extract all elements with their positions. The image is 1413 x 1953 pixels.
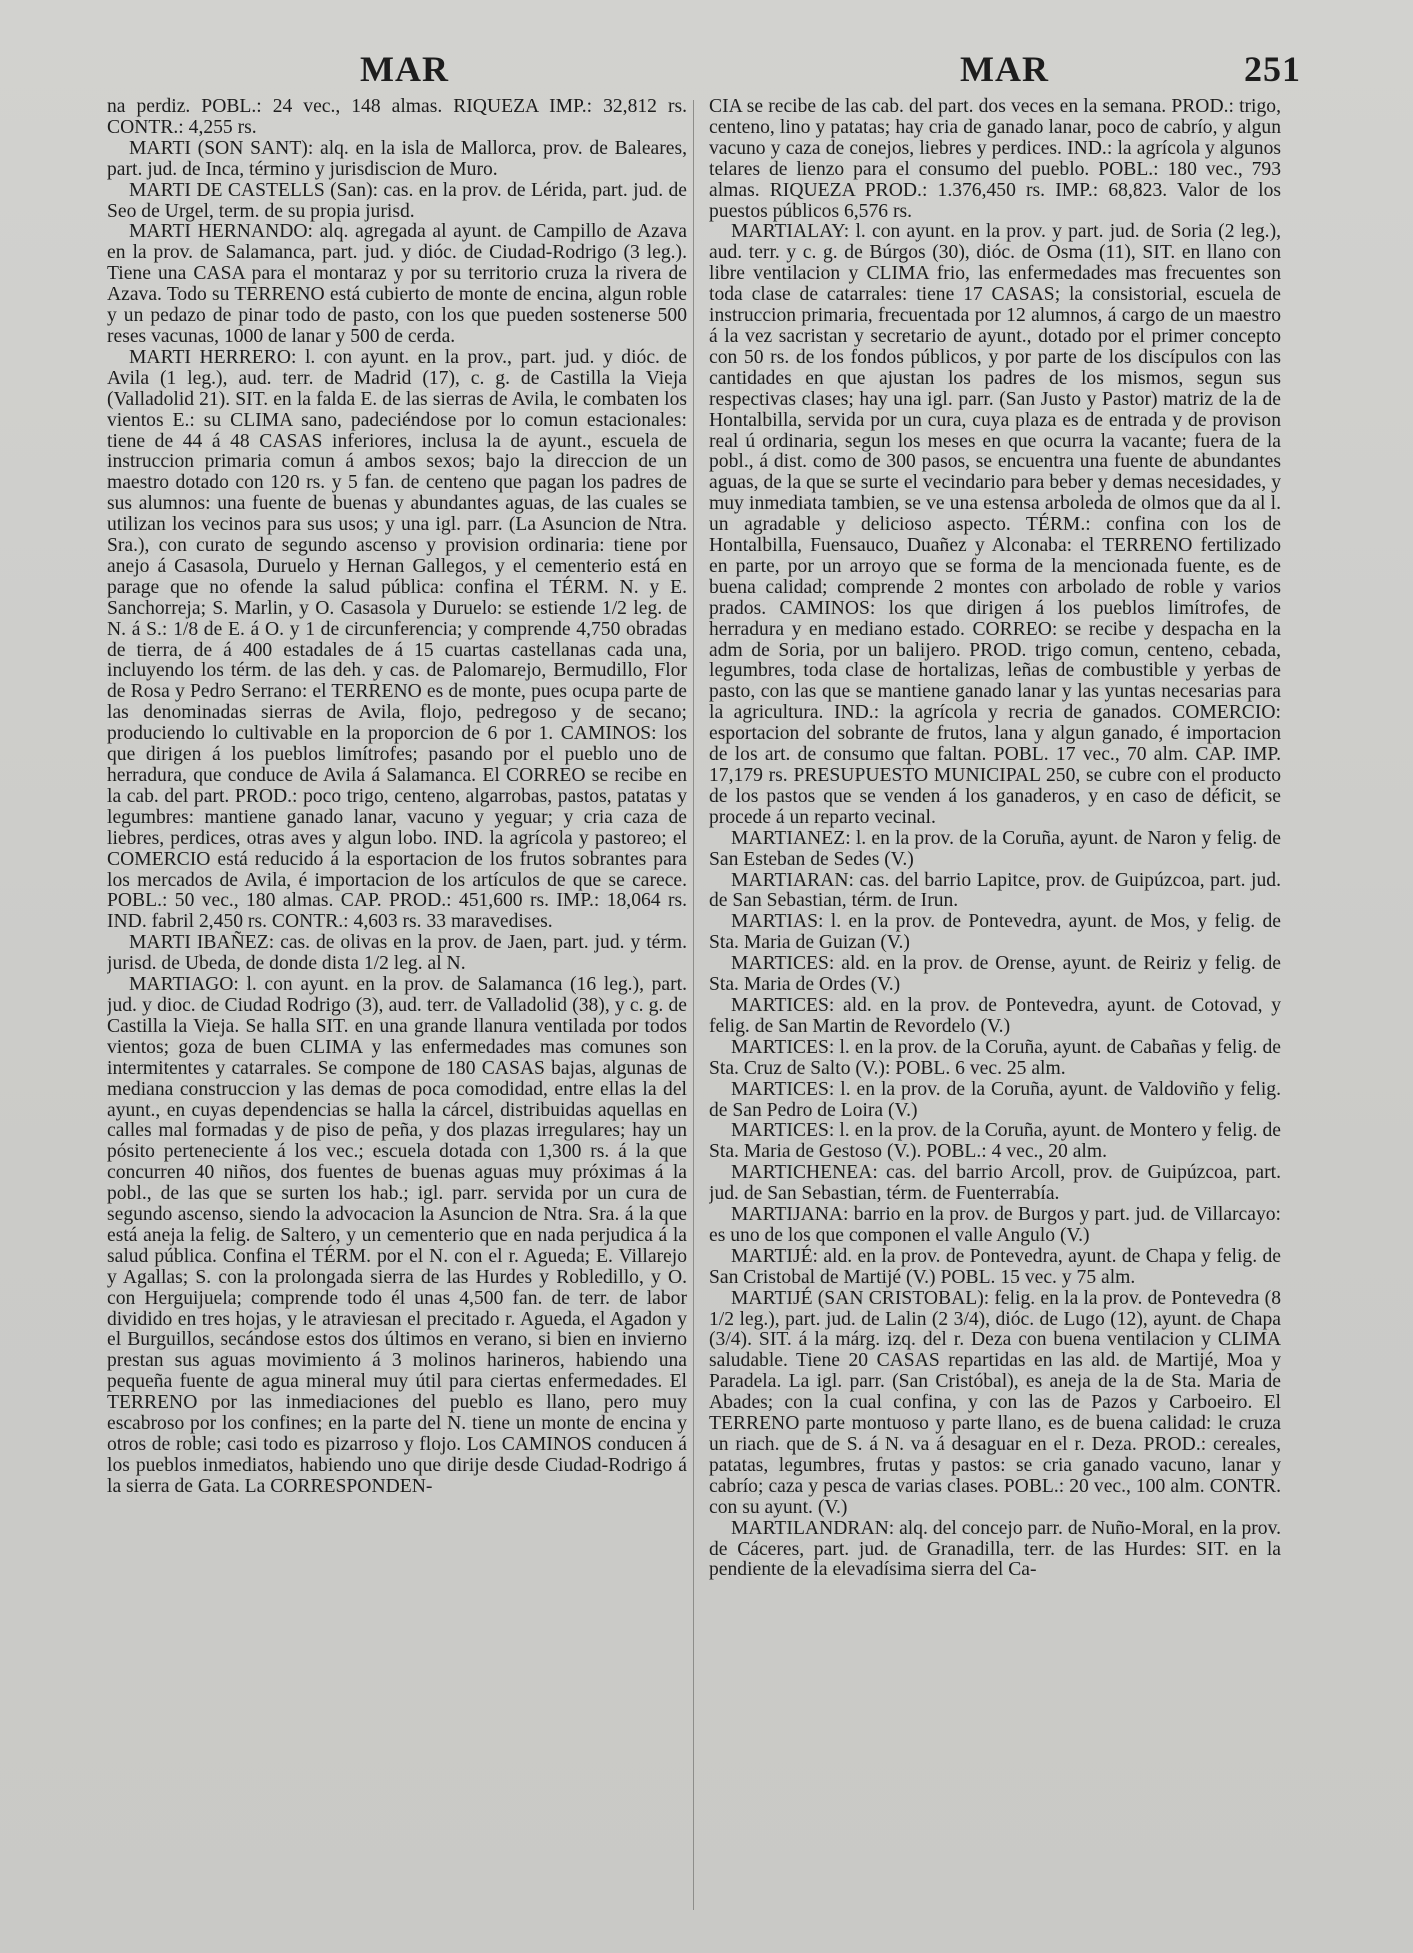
- entry-martilandran: MARTILANDRAN: alq. del concejo parr. de Nuño-Moral, en la prov. de Cáceres, part. jud. de Granadilla, terr. de las Hurdes: SIT. en la pendiente de la elevadísima sierra del Ca-: [709, 1517, 1281, 1581]
- entry-continuation: na perdiz. POBL.: 24 vec., 148 almas. RIQUEZA IMP.: 32,812 rs. CONTR.: 4,255 rs.: [107, 97, 687, 138]
- entry-martichenea: MARTICHENEA: cas. del barrio Arcoll, prov. de Guipúzcoa, part. jud. de San Sebastian, térm. de Fuenterrabía.: [709, 1162, 1281, 1205]
- entry-martianez: MARTIANEZ: l. en la prov. de la Coruña, ayunt. de Naron y felig. de San Esteban de Sedes (V.): [709, 827, 1281, 870]
- entry-martijana: MARTIJANA: barrio en la prov. de Burgos y part. jud. de Villarcayo: es uno de los que componen el valle Angulo (V.): [709, 1204, 1281, 1246]
- entry-continuation: CIA se recibe de las cab. del part. dos veces en la semana. PROD.: trigo, centeno, lino y patatas; hay cria de ganado lanar, poco de cabrío, y algun vacuno y caza de conejos, liebres y perdices. IND.: la agrícola y algunos telares de lienzo para el consumo del pueblo. POBL.: 180 vec., 793 almas. RIQUEZA PROD.: 1.376,450 rs. IMP.: 68,823. Valor de los puestos públicos 6,576 rs.: [709, 97, 1281, 222]
- entry-martias: MARTIAS: l. en la prov. de Pontevedra, ayunt. de Mos, y felig. de Sta. Maria de Guizan (V.): [709, 911, 1281, 954]
- entry-martije-ald: MARTIJÉ: ald. en la prov. de Pontevedra, ayunt. de Chapa y felig. de San Cristobal de Martijé (V.) POBL. 15 vec. y 75 alm.: [709, 1245, 1281, 1288]
- entry-martices-cabanas: MARTICES: l. en la prov. de la Coruña, ayunt. de Cabañas y felig. de Sta. Cruz de Salto (V.): POBL. 6 vec. 25 alm.: [709, 1036, 1281, 1079]
- column-divider: [693, 100, 694, 1910]
- entry-martialay: MARTIALAY: l. con ayunt. en la prov. y part. jud. de Soria (2 leg.), aud. terr. y c. g. de Búrgos (30), dióc. de Osma (11), SIT. en llano con libre ventilacion y CLIMA frio, las enfermedades mas frecuentes son toda clase de catarrales: tiene 17 CASAS; la consistorial, escuela de instruccion primaria, frecuentada por 12 alumnos, á cargo de un maestro á la vez sacristan y secretario de ayunt., dotado por el primer concepto con 50 rs. de los fondos públicos, y por parte de los discípulos con las cantidades en que ajustan los padres de los mismos, segun sus respectivas clases; hay una igl. parr. (San Justo y Pastor) matriz de la de Hontalbilla, servida por un cura, cuya plaza es de entrada y de provison real ú ordinaria, segun los meses en que ocurra la vacante; fuera de la pobl., á dist. como de 300 pasos, se encuentra una fuente de abundantes aguas, de la que se surte el vecindario para beber y demas necesidades, y muy inmediata tambien, se ve una estensa arboleda de olmos que da al l. un agradable y delicioso aspecto. TÉRM.: confina con los de Hontalbilla, Fuensauco, Duañez y Alconaba: el TERRENO fertilizado en parte, por un arroyo que se forma de la mencionada fuente, es de buena calidad; comprende 2 montes con arbolado de roble y varios prados. CAMINOS: los que dirigen á los pueblos limítrofes, de herradura y en mediano estado. CORREO: se recibe y despacha en la adm de Soria, por un balijero. PROD. trigo comun, centeno, cebada, legumbres, toda clase de hortalizas, leñas de combustible y yerbas de pasto, con las que se mantiene ganado lanar y las yuntas necesarias para la agricultura. IND.: la agrícola y recria de ganados. COMERCIO: esportacion del sobrante de frutos, lana y algun ganado, é importacion de los art. de consumo que faltan. POBL. 17 vec., 70 alm. CAP. IMP. 17,179 rs. PRESUPUESTO MUNICIPAL 250, se cubre con el producto de los pastos que se venden á los ganaderos, y en caso de déficit, se procede á un reparto vecinal.: [709, 221, 1281, 828]
- entry-marti-hernando: MARTI HERNANDO: alq. agregada al ayunt. de Campillo de Azava en la prov. de Salamanca, part. jud. y dióc. de Ciudad-Rodrigo (3 leg.). Tiene una CASA para el montaraz y por su territorio cruza la rivera de Azava. Todo su TERRENO está cubierto de monte de encina, algun roble y un pedazo de pinar todo de pasto, con los que pueden sostenerse 500 reses vacunas, 1000 de lanar y 500 de cerda.: [107, 221, 687, 347]
- entry-martiaran: MARTIARAN: cas. del barrio Lapitce, prov. de Guipúzcoa, part. jud. de San Sebastian, térm. de Irun.: [709, 869, 1281, 912]
- entry-marti-ibanez: MARTI IBAÑEZ: cas. de olivas en la prov. de Jaen, part. jud. y térm. jurisd. de Ubeda, de donde dista 1/2 leg. al N.: [107, 932, 687, 975]
- right-column: [709, 97, 1281, 1932]
- page-number: 251: [1244, 49, 1301, 89]
- entry-martiago: MARTIAGO: l. con ayunt. en la prov. de Salamanca (16 leg.), part. jud. y dioc. de Ciudad Rodrigo (3), aud. terr. de Valladolid (38), y c. g. de Castilla la Vieja. Se halla SIT. en una grande llanura ventilada por todos vientos; goza de buen CLIMA y las enfermedades mas comunes son intermitentes y catarrales. Se compone de 180 CASAS bajas, algunas de mediana construccion y las demas de poca comodidad, entre ellas la del ayunt., en cuyas dependencias se halla la cárcel, distribuidas aquellas en calles mal formadas y de piso de peña, y dos plazas irregulares; hay un pósito perteneciente á los vec.; escuela dotada con 1,300 rs. á la que concurren 40 niños, dos fuentes de buenas aguas muy próximas á la pobl., de las que se surten los hab.; igl. parr. servida por un cura de segundo ascenso, siendo la advocacion la Asuncion de Ntra. Sra. á la que está aneja la felig. de Saltero, y un cementerio que en nada perjudica á la salud pública. Confina el TÉRM. por el N. con el r. Agueda; E. Villarejo y Agallas; S. con la prolongada sierra de las Hurdes y Robledillo, y O. con Herguijuela; comprende todo él unas 4,500 fan. de terr. de labor dividido en tres hojas, y le atraviesan el precitado r. Agueda, el Agadon y el Burguillos, secándose estos dos últimos en verano, si bien en invierno prestan sus aguas movimiento á 3 molinos harineros, habiendo una pequeña fuente de agua mineral muy útil para ciertas enfermedades. El TERRENO por las inmediaciones del pueblo es llano, pero muy escabroso por los confines; en la parte del N. tiene un monte de encina y otros de roble; casi todo es pizarroso y flojo. Los CAMINOS conducen á los pueblos inmediatos, habiendo uno que dirije desde Ciudad-Rodrigo á la sierra de Gata. La CORRESPONDEN-: [107, 974, 687, 1497]
- running-head-right: MAR: [960, 49, 1049, 89]
- entry-martices-montero: MARTICES: l. en la prov. de la Coruña, ayunt. de Montero y felig. de Sta. Maria de Gestoso (V.). POBL.: 4 vec., 20 alm.: [709, 1120, 1281, 1163]
- entry-martije-san-cristobal: MARTIJÉ (SAN CRISTOBAL): felig. en la la prov. de Pontevedra (8 1/2 leg.), part. jud. de Lalin (2 3/4), dióc. de Lugo (12), ayunt. de Chapa (3/4). SIT. á la márg. izq. del r. Deza con buena ventilacion y CLIMA saludable. Tiene 20 CASAS repartidas en las ald. de Martijé, Moa y Paradela. La igl. parr. (San Cristóbal), es aneja de la de Sta. Maria de Abades; con la cual confina, y con las de Pazos y Carboeiro. El TERRENO parte montuoso y parte llano, es de buena calidad: le cruza un riach. que de S. á N. va á desaguar en el r. Deza. PROD.: cereales, patatas, legumbres, frutas y pastos: se cria ganado vacuno, lanar y cabrío; caza y pesca de varias clases. POBL.: 20 vec., 100 alm. CONTR. con su ayunt. (V.): [709, 1287, 1281, 1518]
- entry-marti-son-sant: MARTI (SON SANT): alq. en la isla de Mallorca, prov. de Baleares, part. jud. de Inca, término y jurisdiscion de Muro.: [107, 137, 687, 180]
- entry-marti-de-castells: MARTI DE CASTELLS (San): cas. en la prov. de Lérida, part. jud. de Seo de Urgel, term. de su propia jurisd.: [107, 179, 687, 222]
- entry-martices-orense: MARTICES: ald. en la prov. de Orense, ayunt. de Reiriz y felig. de Sta. Maria de Ordes (V.): [709, 953, 1281, 996]
- entry-martices-pontevedra: MARTICES: ald. en la prov. de Pontevedra, ayunt. de Cotovad, y felig. de San Martin de Revordelo (V.): [709, 994, 1281, 1037]
- left-column: [107, 97, 687, 1932]
- entry-marti-herrero: MARTI HERRERO: l. con ayunt. en la prov., part. jud. y dióc. de Avila (1 leg.), aud. terr. de Madrid (17), c. g. de Castilla la Vieja (Valladolid 21). SIT. en la falda E. de las sierras de Avila, le combaten los vientos E.: su CLIMA sano, padeciéndose por lo comun estacionales: tiene de 44 á 48 CASAS inferiores, inclusa la de ayunt., escuela de instruccion primaria comun á ambos sexos; bajo la direccion de un maestro dotado con 120 rs. y 5 fan. de centeno que pagan los padres de sus alumnos: una fuente de buenas y abundantes aguas, de las cuales se utilizan los vecinos para sus usos; y una igl. parr. (La Asuncion de Ntra. Sra.), con curato de segundo ascenso y provision ordinaria: tiene por anejo á Casasola, Duruelo y Hernan Gallegos, y el cementerio está en parage que no ofende la salud pública: confina el TÉRM. N. y E. Sanchorreja; S. Marlin, y O. Casasola y Duruelo: se estiende 1/2 leg. de N. á S.: 1/8 de E. á O. y 1 de circunferencia; y comprende 4,750 obradas de tierra, de á 400 estadales de á 15 cuartas castellanas cada una, incluyendo los térm. de las deh. y cas. de Palomarejo, Bermudillo, Flor de Rosa y Pedro Serrano: el TERRENO es de monte, pues ocupa parte de las denominadas sierras de Avila, flojo, pedregoso y de secano; produciendo lo cultivable en la proporcion de 6 por 1. CAMINOS: los que dirigen á los pueblos limítrofes; pasando por el pueblo uno de herradura, que conduce de Avila á Salamanca. El CORREO se recibe en la cab. del part. PROD.: poco trigo, centeno, algarrobas, pastos, patatas y legumbres: mantiene ganado lanar, vacuno y yeguar; y cria caza de liebres, perdices, otras aves y algun lobo. IND. la agrícola y pastoreo; el COMERCIO está reducido á la esportacion de los frutos sobrantes para los mercados de Avila, é importacion de los artículos de que se carece. POBL.: 50 vec., 180 almas. CAP. PROD.: 451,600 rs. IMP.: 18,064 rs. IND. fabril 2,450 rs. CONTR.: 4,603 rs. 33 maravedises.: [107, 346, 687, 933]
- entry-martices-valdovino: MARTICES: l. en la prov. de la Coruña, ayunt. de Valdoviño y felig. de San Pedro de Loira (V.): [709, 1078, 1281, 1121]
- running-head-left: MAR: [360, 49, 449, 89]
